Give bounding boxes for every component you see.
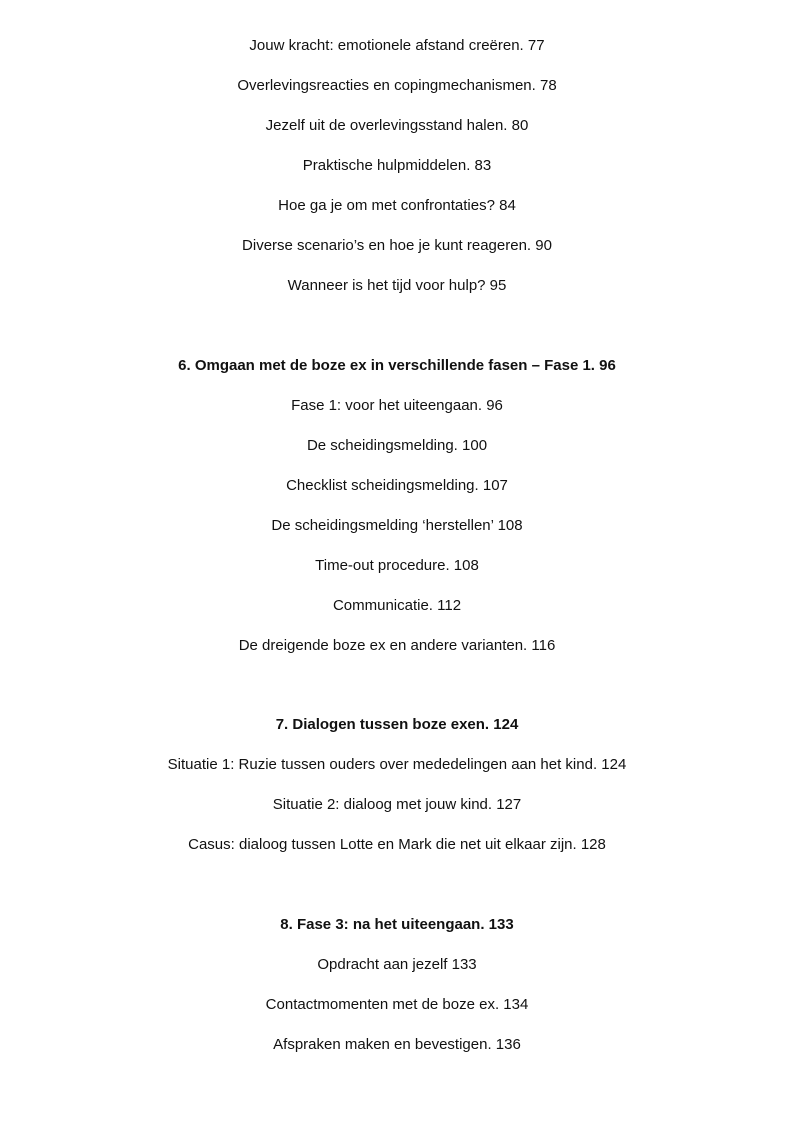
- toc-entry: Fase 1: voor het uiteengaan. 96: [291, 397, 503, 414]
- toc-entry: Time-out procedure. 108: [315, 557, 479, 574]
- toc-entry: Afspraken maken en bevestigen. 136: [273, 1036, 521, 1053]
- toc-entry: Jouw kracht: emotionele afstand creëren. 77: [249, 37, 545, 54]
- toc-chapter-heading: 6. Omgaan met de boze ex in verschillende fasen – Fase 1. 96: [178, 357, 616, 374]
- toc-entry: Hoe ga je om met confrontaties? 84: [278, 197, 516, 214]
- toc-entry: Contactmomenten met de boze ex. 134: [265, 996, 529, 1013]
- toc-chapter-heading: 8. Fase 3: na het uiteengaan. 133: [280, 916, 514, 933]
- toc-entry: Checklist scheidingsmelding. 107: [286, 477, 508, 494]
- toc-entry: Situatie 2: dialoog met jouw kind. 127: [272, 796, 522, 813]
- toc-entry: De scheidingsmelding ‘herstellen’ 108: [271, 517, 523, 534]
- toc-entry: Communicatie. 112: [332, 597, 462, 614]
- toc-entry: De dreigende boze ex en andere varianten. 116: [238, 637, 556, 654]
- toc-entry: Casus: dialoog tussen Lotte en Mark die net uit elkaar zijn. 128: [188, 836, 606, 853]
- toc-chapter-heading: 7. Dialogen tussen boze exen. 124: [275, 716, 519, 733]
- toc-entry: Opdracht aan jezelf 133: [317, 956, 477, 973]
- toc-entry: Overlevingsreacties en copingmechanismen. 78: [237, 77, 557, 94]
- toc-entry: De scheidingsmelding. 100: [306, 437, 488, 454]
- toc-entry: Jezelf uit de overlevingsstand halen. 80: [265, 117, 529, 134]
- toc-entry: Situatie 1: Ruzie tussen ouders over mededelingen aan het kind. 124: [167, 756, 627, 773]
- toc-entry: Diverse scenario’s en hoe je kunt reageren. 90: [242, 237, 552, 254]
- toc-entry: Wanneer is het tijd voor hulp? 95: [287, 277, 507, 294]
- toc-entry: Praktische hulpmiddelen. 83: [302, 157, 492, 174]
